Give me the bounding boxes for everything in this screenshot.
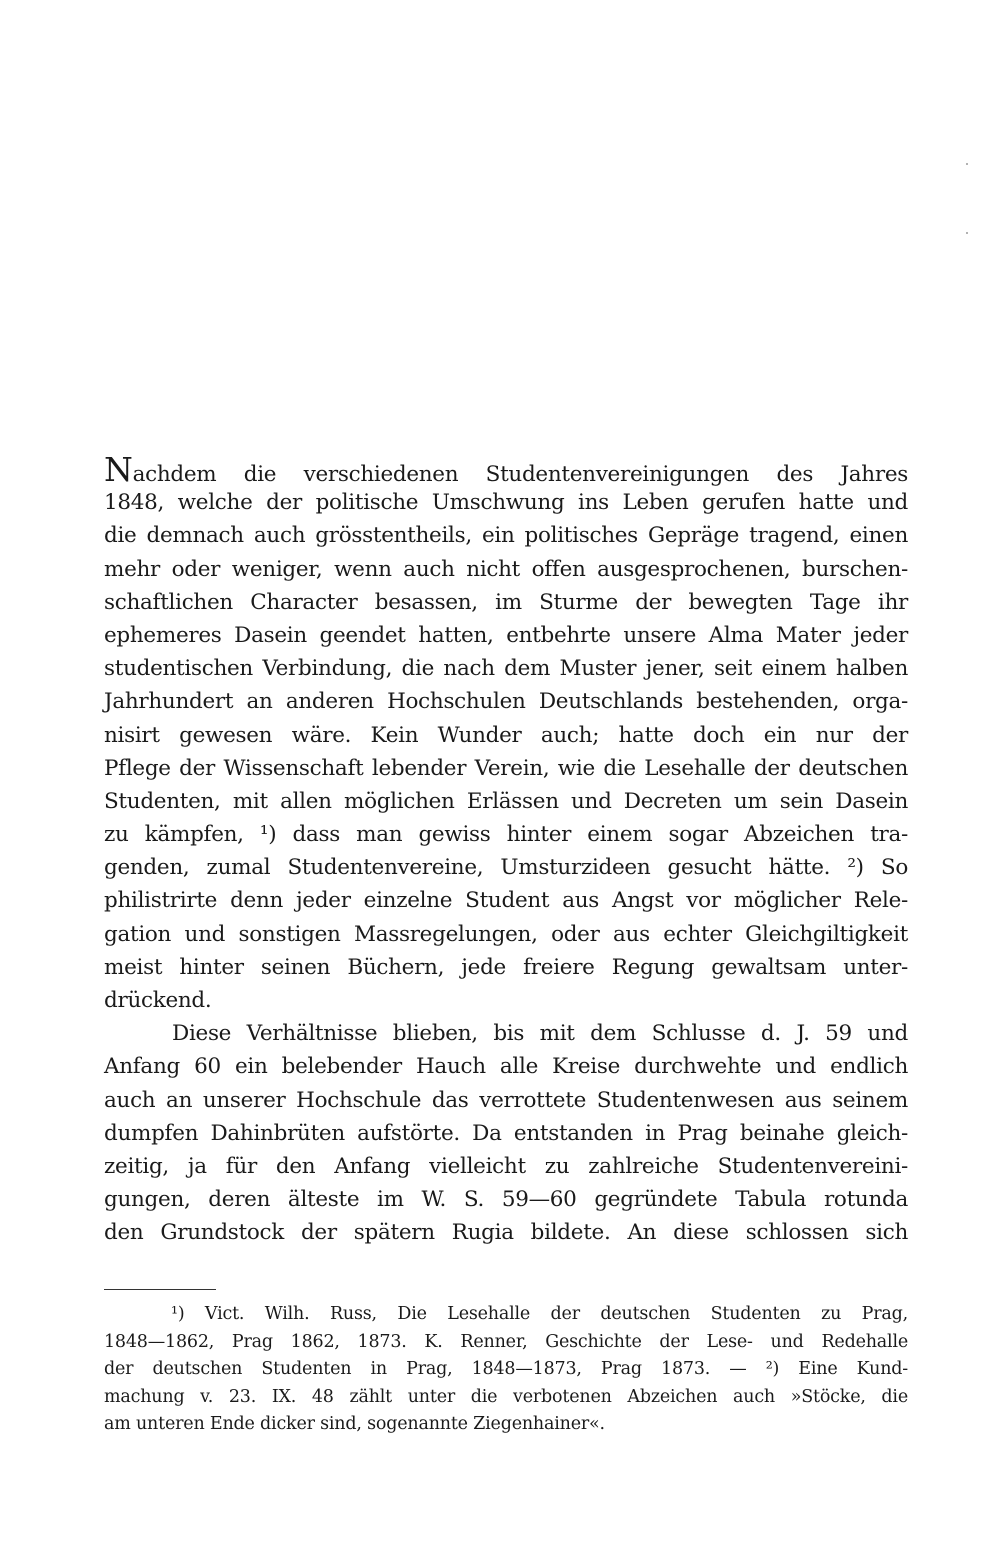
text-line-8: Jahrhundert an anderen Hochschulen Deutschlands bestehenden, orga- <box>104 689 908 715</box>
text-line-13: genden, zumal Studentenvereine, Umsturzideen gesucht hätte. ²) So <box>104 855 908 881</box>
text-line-19: Anfang 60 ein belebender Hauch alle Kreise durchwehte und endlich <box>104 1054 908 1080</box>
footnotes <box>104 1301 908 1439</box>
text-line-18: Diese Verhältnisse blieben, bis mit dem Schlusse d. J. 59 und <box>172 1021 908 1047</box>
text-line-22: zeitig, ja für den Anfang vielleicht zu zahlreiche Studentenvereini- <box>104 1153 908 1179</box>
text-line-6: ephemeres Dasein geendet hatten, entbehrte unsere Alma Mater jeder <box>104 622 908 648</box>
text-line-12: zu kämpfen, ¹) dass man gewiss hinter einem sogar Abzeichen tra- <box>104 822 908 848</box>
text-line-11: Studenten, mit allen möglichen Erlässen und Decreten um sein Dasein <box>104 788 908 814</box>
text-line-3: die demnach auch grösstentheils, ein politisches Gepräge tragend, einen <box>104 523 908 549</box>
text-line-14: philistrirte denn jeder einzelne Student aus Angst vor möglicher Rele- <box>104 888 908 914</box>
main-text <box>104 450 908 1250</box>
text-line-16: meist hinter seinen Büchern, jede freiere Regung gewaltsam unter- <box>104 954 908 980</box>
text-line-21: dumpfen Dahinbrüten aufstörte. Da entstanden in Prag beinahe gleich- <box>104 1120 908 1146</box>
text-line-10: Pflege der Wissenschaft lebender Verein, wie die Lesehalle der deutschen <box>104 755 908 781</box>
footnote-line-3: der deutschen Studenten in Prag, 1848—1873, Prag 1873. — ²) Eine Kund- <box>104 1359 908 1379</box>
text-line-24: den Grundstock der spätern Rugia bildete. An diese schlossen sich <box>104 1220 908 1246</box>
text-line-2: 1848, welche der politische Umschwung ins Leben gerufen hatte und <box>104 490 908 516</box>
text-line-15: gation und sonstigen Massregelungen, oder aus echter Gleichgiltigkeit <box>104 921 908 947</box>
text-line-23: gungen, deren älteste im W. S. 59—60 gegründete Tabula rotunda <box>104 1187 908 1213</box>
text-line-17: drückend. <box>104 988 212 1013</box>
footnote-line-1: ¹) Vict. Wilh. Russ, Die Lesehalle der deutschen Studenten zu Prag, <box>171 1304 908 1324</box>
drop-cap: N <box>104 450 133 489</box>
footnote-line-2: 1848—1862, Prag 1862, 1873. K. Renner, Geschichte der Lese- und Redehalle <box>104 1331 908 1352</box>
text-line-9: nisirt gewesen wäre. Kein Wunder auch; hatte doch ein nur der <box>104 722 908 748</box>
footnote-line-4: machung v. 23. IX. 48 zählt unter die verbotenen Abzeichen auch »Stöcke, die <box>104 1386 908 1407</box>
scan-speck <box>966 163 968 165</box>
text-line-7: studentischen Verbindung, die nach dem Muster jener, seit einem halben <box>104 656 908 682</box>
footnote-divider <box>104 1289 216 1290</box>
footnote-line-5: am unteren Ende dicker sind, sogenannte Ziegenhainer«. <box>104 1414 605 1434</box>
text-line-20: auch an unserer Hochschule das verrottete Studentenwesen aus seinem <box>104 1087 908 1113</box>
text-line-4: mehr oder weniger, wenn auch nicht offen ausgesprochenen, burschen- <box>104 556 908 582</box>
text-line-1: Nachdem die verschiedenen Studentenvereinigungen des Jahres <box>104 450 908 489</box>
text-line-5: schaftlichen Character besassen, im Sturme der bewegten Tage ihr <box>104 589 908 615</box>
scan-speck <box>966 232 968 234</box>
